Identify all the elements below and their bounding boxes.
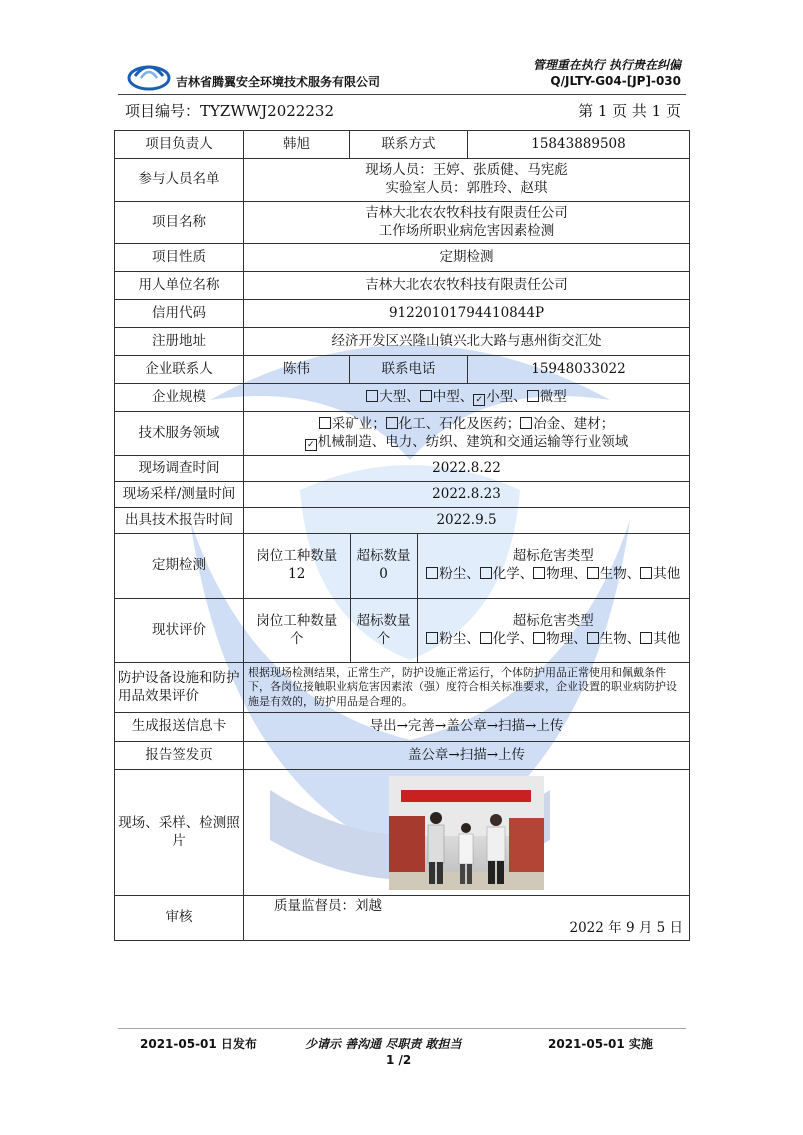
page-number: 1 /2 <box>386 1053 412 1067</box>
company-motto: 管理重在执行 执行贵在纠偏 <box>532 58 681 72</box>
field-label: 技术服务领域 <box>115 412 244 456</box>
table-row <box>115 300 690 328</box>
project-number: 项目编号：TYZWWJ2022232 <box>125 102 334 120</box>
table-row <box>115 770 690 896</box>
status-label: 现状评价 <box>115 599 244 663</box>
checkbox-physical[interactable] <box>533 567 545 579</box>
company-name: 吉林省腾翼安全环境技术服务有限公司 <box>176 75 381 89</box>
table-row <box>115 159 690 202</box>
audit-label: 审核 <box>115 896 244 941</box>
company-logo <box>127 56 171 92</box>
sign-label: 报告签发页 <box>115 742 244 770</box>
project-name-label: 项目名称 <box>115 202 244 244</box>
project-info-table <box>114 130 690 941</box>
table-row <box>115 713 690 742</box>
audit-date: 2022 年 9 月 5 日 <box>569 919 683 936</box>
hazard-phys: 物理、 <box>546 566 587 582</box>
checkbox-small-checked[interactable]: ✓ <box>473 394 485 406</box>
hazard-dust: 粉尘、 <box>439 566 480 582</box>
project-name-line2: 工作场所职业病危害因素检测 <box>378 222 555 239</box>
leader-label: 项目负责人 <box>115 131 244 159</box>
table-row <box>115 244 690 272</box>
address-label: 注册地址 <box>115 328 244 356</box>
table-row <box>115 599 690 663</box>
contact-label: 联系方式 <box>350 131 468 159</box>
employer-value: 吉林大北农农牧科技有限责任公司 <box>244 272 690 300</box>
checkbox-other[interactable] <box>640 567 652 579</box>
checkbox-machinery-checked[interactable]: ✓ <box>305 439 317 451</box>
periodic-exceed-label: 超标数量 <box>356 548 411 565</box>
card-label: 生成报送信息卡 <box>115 713 244 742</box>
project-name-line1: 吉林大北农农牧科技有限责任公司 <box>365 204 568 221</box>
protect-text: 根据现场检测结果，正常生产，防护设施正常运行，个体防护用品正常使用和佩戴条件下，各岗位接触职业病危害因素浓（强）度符合相关标准要求，企业设置的职业病防护设施是有效的，防护用品是合理的。 <box>244 663 690 713</box>
table-row <box>115 412 690 456</box>
hazard-bio: 生物、 <box>599 630 641 647</box>
scale-small: 小型、 <box>486 388 527 405</box>
table-row <box>115 272 690 300</box>
page-info: 第 1 页 共 1 页 <box>578 102 681 120</box>
checkbox-medium[interactable] <box>420 390 432 402</box>
document-code: Q/JLTY-G04-[JP]-030 <box>550 74 681 88</box>
periodic-exceed-value: 0 <box>379 566 388 582</box>
sampling-time-value: 2022.8.23 <box>244 482 690 508</box>
scale-medium: 中型、 <box>432 388 474 405</box>
field-machinery: 机械制造、电力、纺织、建筑和交通运输等行业领域 <box>317 433 629 450</box>
nature-label: 项目性质 <box>115 244 244 272</box>
contact-value: 15843889508 <box>468 131 690 159</box>
supervisor: 质量监督员：刘越 <box>274 898 382 914</box>
checkbox-metal[interactable] <box>520 417 532 429</box>
issue-date: 2021-05-01 日发布 <box>140 1037 257 1051</box>
scale-micro: 微型 <box>539 388 567 405</box>
table-row <box>115 896 690 941</box>
table-row <box>115 384 690 412</box>
table-row <box>115 663 690 713</box>
survey-time-value: 2022.8.22 <box>244 456 690 482</box>
field-options <box>244 412 690 456</box>
periodic-hazard-title: 超标危害类型 <box>512 548 594 565</box>
effective-date: 2021-05-01 实施 <box>548 1037 653 1051</box>
checkbox-dust[interactable] <box>426 567 438 579</box>
field-metal: 冶金、建材； <box>533 415 615 432</box>
checkbox-other[interactable] <box>640 632 652 644</box>
card-flow: 导出→完善→盖公章→扫描→上传 <box>244 713 690 742</box>
report-time-value: 2022.9.5 <box>244 508 690 534</box>
status-exceed-unit: 个 <box>376 630 391 647</box>
ent-contact-label: 企业联系人 <box>115 356 244 384</box>
status-hazard-title: 超标危害类型 <box>512 612 594 629</box>
table-row <box>115 508 690 534</box>
periodic-posts-label: 岗位工种数量 <box>256 548 338 565</box>
table-row <box>115 534 690 599</box>
field-mining: 采矿业； <box>331 415 386 432</box>
scale-large: 大型、 <box>379 388 420 405</box>
checkbox-mining[interactable] <box>319 417 331 429</box>
periodic-label: 定期检测 <box>115 534 244 599</box>
hazard-dust: 粉尘、 <box>439 630 480 647</box>
scale-options <box>244 384 690 412</box>
hazard-other: 其他 <box>653 630 681 647</box>
phone-value: 15948033022 <box>468 356 690 384</box>
credit-label: 信用代码 <box>115 300 244 328</box>
staff-field: 现场人员：王婷、张质健、马宪彪 <box>365 162 568 179</box>
hazard-chem: 化学、 <box>492 630 534 647</box>
table-row <box>115 742 690 770</box>
ent-contact-value: 陈伟 <box>244 356 350 384</box>
table-row <box>115 202 690 244</box>
checkbox-dust[interactable] <box>426 632 438 644</box>
checkbox-biological[interactable] <box>587 567 599 579</box>
hazard-bio: 生物、 <box>599 566 641 582</box>
survey-time-label: 现场调查时间 <box>115 456 244 482</box>
table-row <box>115 456 690 482</box>
status-posts-unit: 个 <box>290 630 304 647</box>
footer-divider <box>118 1028 686 1029</box>
checkbox-large[interactable] <box>366 390 378 402</box>
sampling-time-label: 现场采样/测量时间 <box>115 482 244 508</box>
checkbox-chemical[interactable] <box>480 567 492 579</box>
protect-label: 防护设备设施和防护用品效果评价 <box>115 663 244 713</box>
nature-value: 定期检测 <box>244 244 690 272</box>
staff-lab: 实验室人员：郭胜玲、赵琪 <box>385 180 548 196</box>
sign-flow: 盖公章→扫描→上传 <box>244 742 690 770</box>
credit-value: 91220101794410844P <box>244 300 690 328</box>
site-photo <box>389 776 544 890</box>
footer-slogan: 少请示 善沟通 尽职责 敢担当 <box>305 1037 462 1051</box>
report-time-label: 出具技术报告时间 <box>115 508 244 534</box>
table-row <box>115 328 690 356</box>
hazard-chem: 化学、 <box>492 566 534 582</box>
phone-label: 联系电话 <box>350 356 468 384</box>
hazard-phys: 物理、 <box>546 630 587 647</box>
checkbox-physical[interactable] <box>533 632 545 644</box>
checkbox-biological[interactable] <box>587 632 599 644</box>
table-row <box>115 131 690 159</box>
status-posts-label: 岗位工种数量 <box>256 612 338 629</box>
header-divider <box>118 94 686 95</box>
employer-label: 用人单位名称 <box>115 272 244 300</box>
staff-label: 参与人员名单 <box>115 159 244 202</box>
periodic-posts-value: 12 <box>288 566 306 582</box>
hazard-other: 其他 <box>653 566 681 582</box>
photo-label: 现场、采样、检测照片 <box>115 770 244 896</box>
address-value: 经济开发区兴隆山镇兴北大路与惠州街交汇处 <box>244 328 690 356</box>
table-row <box>115 356 690 384</box>
field-chem: 化工、石化及医药； <box>398 415 521 432</box>
table-row <box>115 482 690 508</box>
checkbox-micro[interactable] <box>527 390 539 402</box>
scale-label: 企业规模 <box>115 384 244 412</box>
leader-value: 韩旭 <box>244 131 350 159</box>
status-exceed-label: 超标数量 <box>356 612 411 629</box>
checkbox-chemical[interactable] <box>480 632 492 644</box>
checkbox-chem[interactable] <box>386 417 398 429</box>
